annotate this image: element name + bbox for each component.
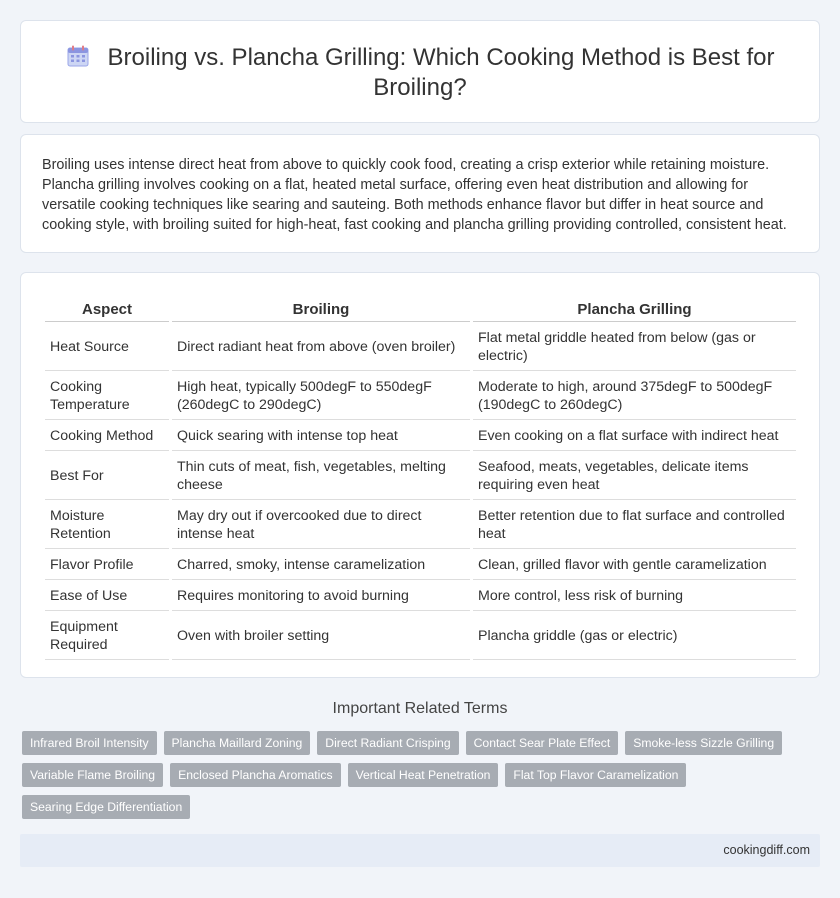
intro-card bbox=[20, 134, 820, 253]
plancha-cell: Flat metal griddle heated from below (gas or electric) bbox=[473, 324, 796, 371]
related-term-tag[interactable]: Plancha Maillard Zoning bbox=[164, 731, 311, 755]
header-card bbox=[20, 20, 820, 123]
table-row bbox=[45, 453, 796, 500]
table-header-row bbox=[45, 295, 796, 322]
header-broiling: Broiling bbox=[172, 295, 470, 322]
comparison-table-card bbox=[20, 272, 820, 678]
table-row bbox=[45, 582, 796, 611]
plancha-cell: Moderate to high, around 375degF to 500degF (190degC to 260degC) bbox=[473, 373, 796, 420]
comparison-table bbox=[42, 293, 799, 662]
broiling-cell: Quick searing with intense top heat bbox=[172, 422, 470, 451]
related-terms-title: Important Related Terms bbox=[332, 700, 508, 717]
table-row bbox=[45, 422, 796, 451]
broiling-cell: Charred, smoky, intense caramelization bbox=[172, 551, 470, 580]
related-terms-list bbox=[22, 731, 812, 819]
plancha-cell: Clean, grilled flavor with gentle caramelization bbox=[473, 551, 796, 580]
aspect-cell: Equipment Required bbox=[45, 613, 169, 660]
related-term-tag[interactable]: Searing Edge Differentiation bbox=[22, 795, 190, 819]
related-term-tag[interactable]: Direct Radiant Crisping bbox=[317, 731, 458, 755]
table-row bbox=[45, 324, 796, 371]
table-row bbox=[45, 551, 796, 580]
aspect-cell: Cooking Method bbox=[45, 422, 169, 451]
broiling-cell: May dry out if overcooked due to direct intense heat bbox=[172, 502, 470, 549]
broiling-cell: Thin cuts of meat, fish, vegetables, melting cheese bbox=[172, 453, 470, 500]
broiling-cell: Requires monitoring to avoid burning bbox=[172, 582, 470, 611]
table-row bbox=[45, 613, 796, 660]
aspect-cell: Flavor Profile bbox=[45, 551, 169, 580]
broiling-cell: Oven with broiler setting bbox=[172, 613, 470, 660]
related-term-tag[interactable]: Infrared Broil Intensity bbox=[22, 731, 157, 755]
broiling-cell: High heat, typically 500degF to 550degF (260degC to 290degC) bbox=[172, 373, 470, 420]
header-plancha: Plancha Grilling bbox=[473, 295, 796, 322]
related-term-tag[interactable]: Contact Sear Plate Effect bbox=[466, 731, 619, 755]
footer bbox=[20, 834, 820, 867]
footer-domain-link[interactable]: cookingdiff.com bbox=[723, 843, 810, 857]
broiling-cell: Direct radiant heat from above (oven broiler) bbox=[172, 324, 470, 371]
page-title-text: Broiling vs. Plancha Grilling: Which Cooking Method is Best for Broiling? bbox=[107, 44, 775, 101]
title-wrap bbox=[21, 43, 819, 103]
aspect-cell: Moisture Retention bbox=[45, 502, 169, 549]
table-row bbox=[45, 373, 796, 420]
header-aspect: Aspect bbox=[45, 295, 169, 322]
plancha-cell: More control, less risk of burning bbox=[473, 582, 796, 611]
aspect-cell: Best For bbox=[45, 453, 169, 500]
plancha-cell: Plancha griddle (gas or electric) bbox=[473, 613, 796, 660]
related-term-tag[interactable]: Smoke-less Sizzle Grilling bbox=[625, 731, 782, 755]
aspect-cell: Cooking Temperature bbox=[45, 373, 169, 420]
related-term-tag[interactable]: Flat Top Flavor Caramelization bbox=[505, 763, 686, 787]
related-term-tag[interactable]: Vertical Heat Penetration bbox=[348, 763, 499, 787]
related-term-tag[interactable]: Enclosed Plancha Aromatics bbox=[170, 763, 340, 787]
aspect-cell: Ease of Use bbox=[45, 582, 169, 611]
intro-paragraph: Broiling uses intense direct heat from above to quickly cook food, creating a crisp exterior while retaining moisture. Plancha grilling involves cooking on a flat, heated metal surface, offering even heat distribution and allowing for versatile cooking techniques like searing and sauteing. Both methods enhance flavor but differ in heat source and cooking style, with broiling suited for high-heat, fast cooking and plancha grilling providing controlled, consistent heat. bbox=[42, 157, 787, 233]
plancha-cell: Seafood, meats, vegetables, delicate items requiring even heat bbox=[473, 453, 796, 500]
table-row bbox=[45, 502, 796, 549]
page-title bbox=[21, 43, 819, 103]
aspect-cell: Heat Source bbox=[45, 324, 169, 371]
calendar-icon bbox=[66, 44, 90, 68]
plancha-cell: Better retention due to flat surface and controlled heat bbox=[473, 502, 796, 549]
related-term-tag[interactable]: Variable Flame Broiling bbox=[22, 763, 163, 787]
plancha-cell: Even cooking on a flat surface with indirect heat bbox=[473, 422, 796, 451]
